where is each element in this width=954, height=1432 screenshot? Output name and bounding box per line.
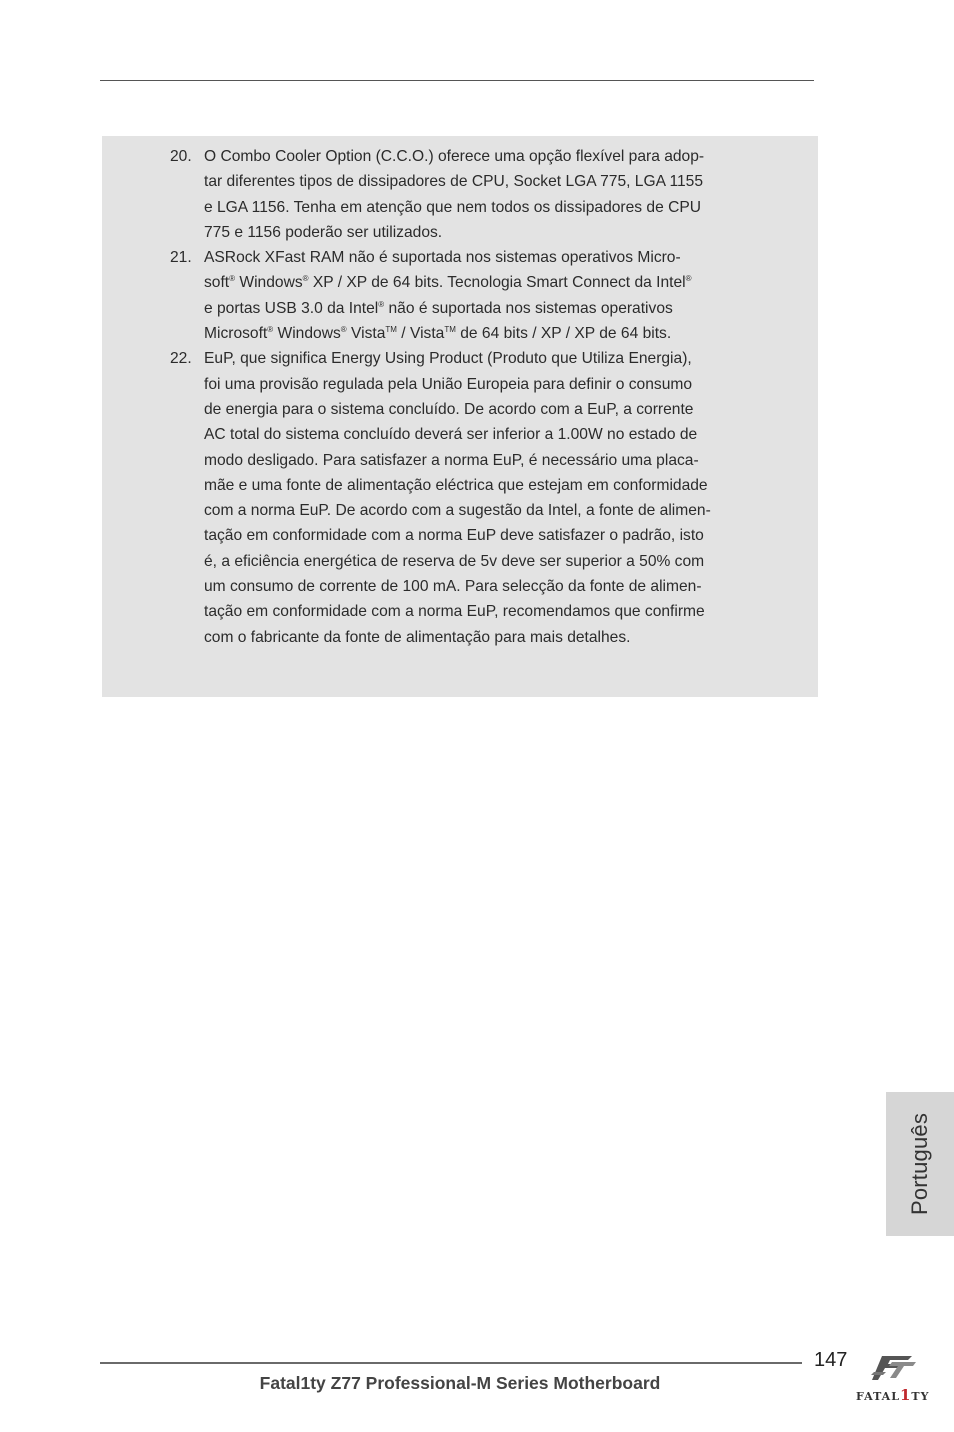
- top-rule: [100, 80, 814, 81]
- note-number: 20.: [170, 148, 192, 165]
- notes-list: [102, 144, 818, 650]
- notes-box: [102, 136, 818, 697]
- note-line: soft® Windows® XP / XP de 64 bits. Tecnologia Smart Connect da Intel®: [204, 274, 692, 292]
- note-line: um consumo de corrente de 100 mA. Para selecção da fonte de alimen-: [204, 578, 702, 596]
- note-item: [102, 346, 752, 650]
- bottom-rule: [100, 1362, 802, 1364]
- fatal1ty-logo: [852, 1350, 932, 1410]
- note-line: tação em conformidade com a norma EuP deve satisfazer o padrão, isto: [204, 527, 704, 545]
- language-tab-label: Português: [907, 1112, 932, 1216]
- note-item: [102, 144, 752, 245]
- note-line: modo desligado. Para satisfazer a norma EuP, é necessário uma placa-: [204, 451, 699, 469]
- fatal1ty-wordmark: FATAL1TY: [856, 1386, 930, 1404]
- note-line: AC total do sistema concluído deverá ser inferior a 1.00W no estado de: [204, 426, 698, 444]
- fatal1ty-emblem-icon: [852, 1350, 932, 1390]
- note-line: EuP, que significa Energy Using Product (Produto que Utiliza Energia),: [204, 350, 692, 368]
- note-text: [204, 144, 752, 245]
- note-line: ASRock XFast RAM não é suportada nos sistemas operativos Micro-: [204, 249, 681, 267]
- note-line: tação em conformidade com a norma EuP, recomendamos que confirme: [204, 603, 705, 621]
- note-line: com o fabricante da fonte de alimentação para mais detalhes.: [204, 628, 631, 646]
- note-line: de energia para o sistema concluído. De acordo com a EuP, a corrente: [204, 400, 694, 418]
- note-line: e portas USB 3.0 da Intel® não é suportada nos sistemas operativos: [204, 299, 673, 317]
- note-line: tar diferentes tipos de dissipadores de CPU, Socket LGA 775, LGA 1155: [204, 173, 704, 191]
- note-line: mãe e uma fonte de alimentação eléctrica que estejam em conformidade: [204, 476, 708, 494]
- page-number: 147: [814, 1349, 848, 1371]
- note-line: O Combo Cooler Option (C.C.O.) oferece uma opção flexível para adop-: [204, 148, 705, 165]
- note-line: Microsoft® Windows® Vista™ / Vista™ de 64 bits / XP / XP de 64 bits.: [204, 325, 672, 343]
- note-line: é, a eficiência energética de reserva de 5v deve ser superior a 50% com: [204, 552, 705, 570]
- language-tab: [886, 1092, 954, 1236]
- note-line: 775 e 1156 poderão ser utilizados.: [204, 223, 443, 241]
- note-line: foi uma provisão regulada pela União Europeia para definir o consumo: [204, 375, 693, 393]
- note-line: e LGA 1156. Tenha em atenção que nem todos os dissipadores de CPU: [204, 198, 702, 216]
- note-text: [204, 346, 752, 650]
- note-number: 22.: [170, 350, 192, 368]
- footer-title: Fatal1ty Z77 Professional-M Series Motherboard: [259, 1373, 661, 1393]
- note-text: [204, 245, 752, 346]
- note-number: 21.: [170, 249, 192, 267]
- note-item: [102, 245, 752, 346]
- note-line: com a norma EuP. De acordo com a sugestão da Intel, a fonte de alimen-: [204, 502, 711, 520]
